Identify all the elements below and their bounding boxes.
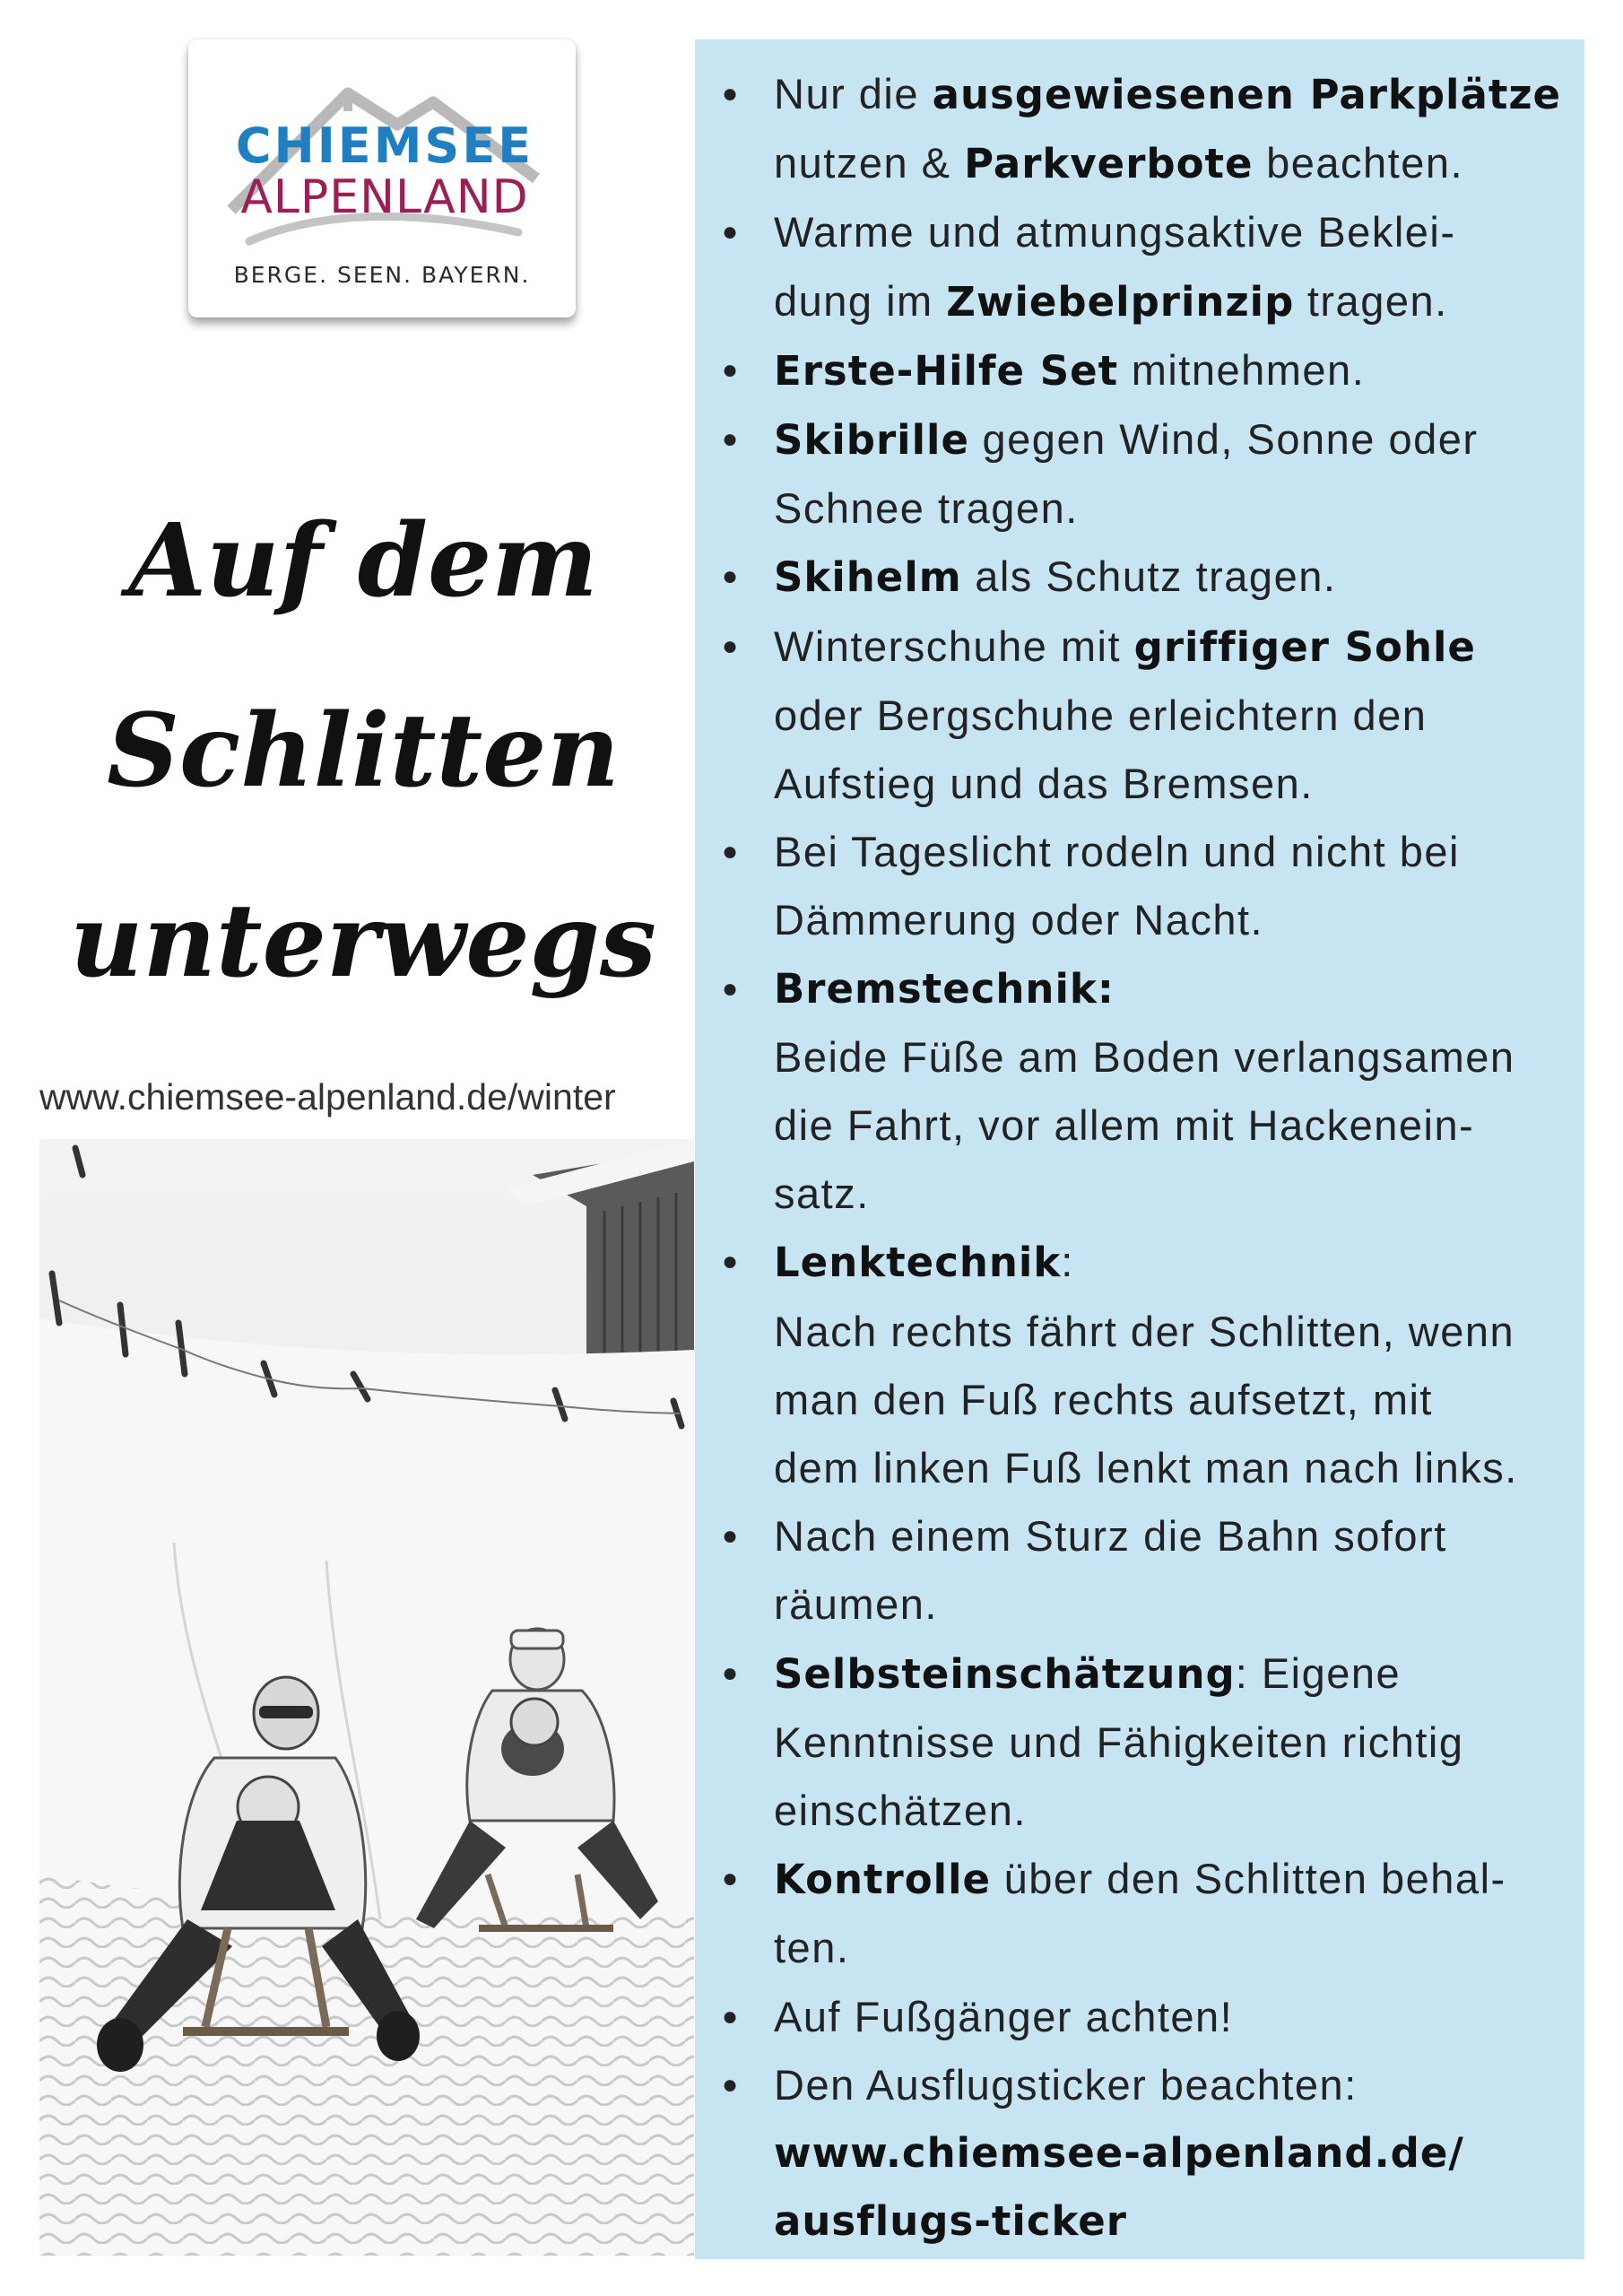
tip-braking: ● Bremstechnik: Beide Füße am Boden verlangsamen die Fahrt, vor allem mit Hackenein- satz. (695, 955, 1584, 1229)
bullet-icon: ● (722, 79, 740, 109)
bullet-icon: ● (722, 354, 740, 385)
bullet-icon: ● (722, 973, 740, 1004)
sledding-family-illustration (39, 1139, 694, 2256)
tip-first-aid: ● Erste-Hilfe Set mitnehmen. (695, 336, 1584, 405)
bullet-icon: ● (722, 837, 740, 867)
logo-text-chiemsee: CHIEMSEE (235, 117, 534, 174)
title-line-1: Auf dem (128, 502, 598, 620)
title-line-2: Schlitten (107, 692, 620, 810)
tip-goggles: ● Skibrille gegen Wind, Sonne oder Schnee tragen. (695, 405, 1584, 543)
logo-card (188, 39, 576, 317)
tip-helmet: ● Skihelm als Schutz tragen. (695, 543, 1584, 612)
sledding-photo (39, 1139, 694, 2256)
tip-clothing: ● Warme und atmungsaktive Beklei- dung im Zwiebelprinzip tragen. (695, 198, 1584, 335)
tips-list (695, 60, 1584, 2257)
bullet-icon: ● (722, 1657, 740, 1688)
bullet-icon: ● (722, 424, 740, 455)
tip-pedestrians: ● Auf Fußgänger achten! (695, 1983, 1584, 2051)
bullet-icon: ● (722, 217, 740, 248)
tip-daylight: ● Bei Tageslicht rodeln und nicht bei Dämmerung oder Nacht. (695, 818, 1584, 954)
bullet-icon: ● (722, 631, 740, 661)
ticker-link-continued[interactable]: ausflugs-ticker (774, 2197, 1127, 2246)
tip-steering: ● Lenktechnik: Nach rechts fährt der Schlitten, wenn man den Fuß rechts aufsetzt, mit dem linken Fuß lenkt man nach links. (695, 1228, 1584, 1502)
tip-fall: ● Nach einem Sturz die Bahn sofort räumen. (695, 1502, 1584, 1639)
page-title (54, 466, 673, 1037)
tip-self-assessment: ● Selbsteinschätzung: Eigene Kenntnisse und Fähigkeiten richtig einschätzen. (695, 1639, 1584, 1846)
bullet-icon: ● (722, 1247, 740, 1277)
bullet-icon: ● (722, 1521, 740, 1552)
logo-tagline: BERGE. SEEN. BAYERN. (233, 262, 531, 288)
tip-control: ● Kontrolle über den Schlitten behal- ten. (695, 1845, 1584, 1982)
ticker-link[interactable]: www.chiemsee-alpenland.de/ (774, 2129, 1464, 2178)
bullet-icon: ● (722, 2001, 740, 2031)
tip-shoes: ● Winterschuhe mit griffiger Sohle oder Bergschuhe erleichtern den Aufstieg und das Bremsen. (695, 613, 1584, 819)
tips-panel (695, 39, 1584, 2259)
bullet-icon: ● (722, 561, 740, 592)
bullet-icon: ● (722, 2069, 740, 2100)
website-url: www.chiemsee-alpenland.de/winter (39, 1076, 616, 1118)
tip-parking: ● Nur die ausgewiesenen Parkplätze nutzen & Parkverbote beachten. (695, 60, 1584, 198)
tip-ticker: ● Den Ausflugsticker beachten: www.chiemsee-alpenland.de/ ausflugs-ticker (695, 2051, 1584, 2257)
bullet-icon: ● (722, 1864, 740, 1894)
title-line-3: unterwegs (70, 883, 656, 1000)
logo-text-alpenland: ALPENLAND (240, 170, 529, 224)
